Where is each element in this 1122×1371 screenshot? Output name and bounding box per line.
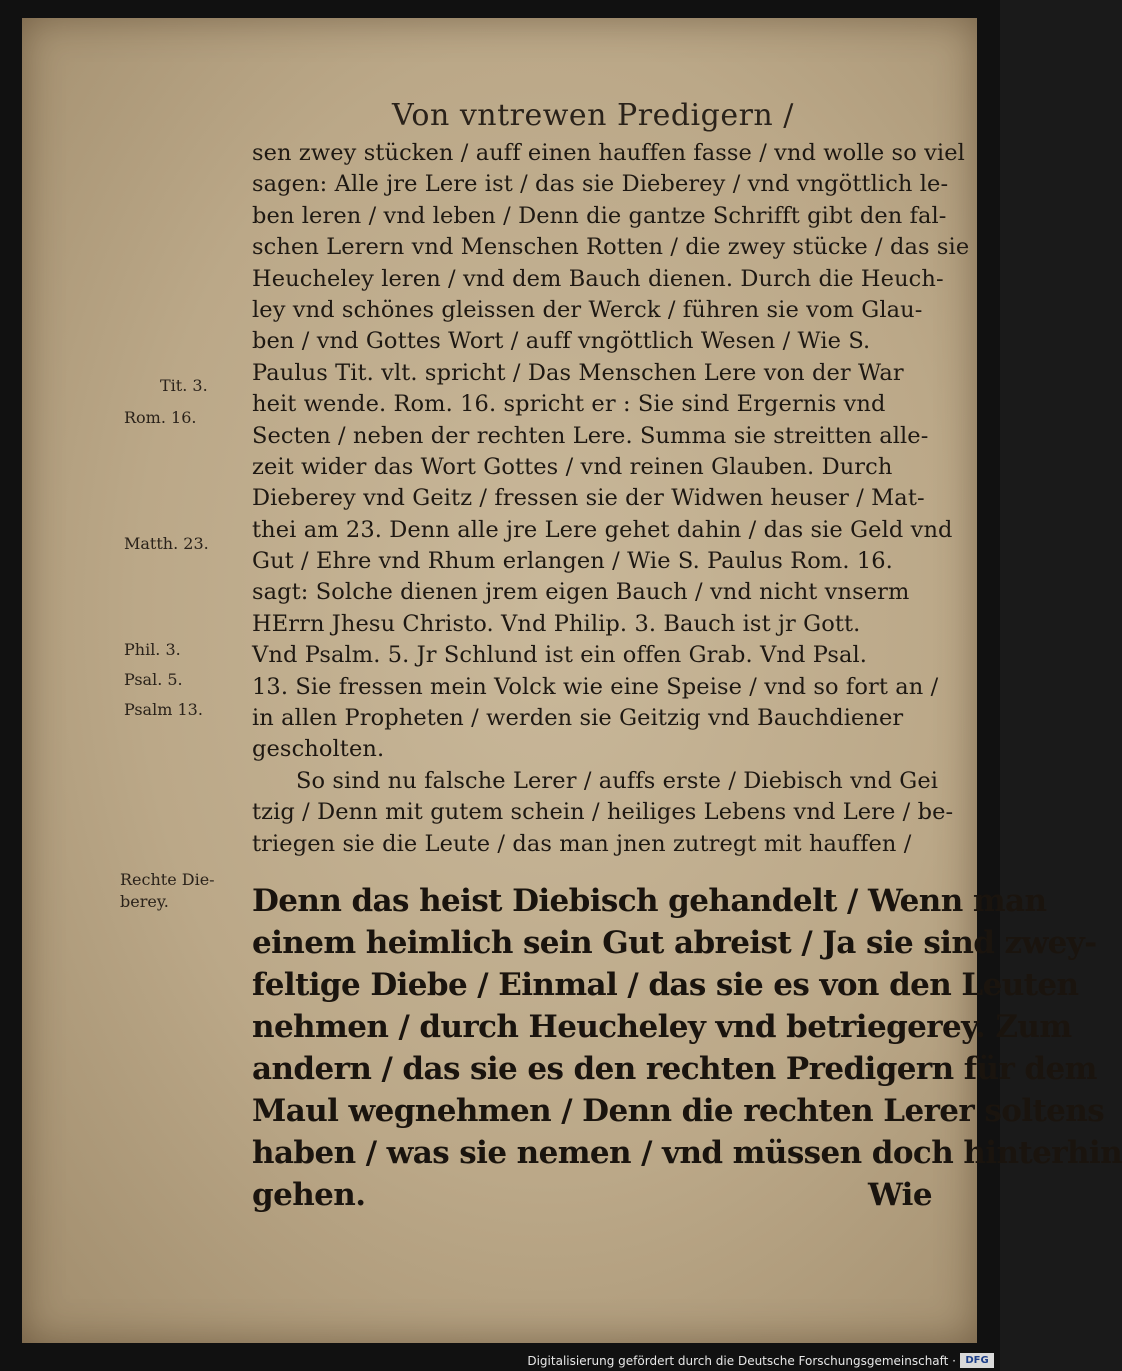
text-line: 13. Sie fressen mein Volck wie eine Speise / vnd so fort an / xyxy=(252,673,939,700)
catchword: Wie xyxy=(868,1177,932,1213)
last-line: gehen. xyxy=(252,1177,366,1213)
text-line-large: haben / was sie nemen / vnd müssen doch hinterhin xyxy=(252,1135,1122,1171)
text-line: heit wende. Rom. 16. spricht er : Sie sind Ergernis vnd xyxy=(252,391,886,418)
margin-note: Phil. 3. xyxy=(124,640,181,659)
text-line: So sind nu falsche Lerer / auffs erste / Diebisch vnd Gei xyxy=(296,767,939,794)
text-line-large: einem heimlich sein Gut abreist / Ja sie sind zwey- xyxy=(252,925,1097,961)
text-line: Paulus Tit. vlt. spricht / Das Menschen Lere von der War xyxy=(252,359,904,386)
text-line-large: andern / das sie es den rechten Predigern für dem xyxy=(252,1051,1097,1087)
text-line: Secten / neben der rechten Lere. Summa sie streitten alle- xyxy=(252,422,929,449)
text-line: ben / vnd Gottes Wort / auff vngöttlich Wesen / Wie S. xyxy=(252,328,871,355)
text-line: sagen: Alle jre Lere ist / das sie Dieberey / vnd vngöttlich le- xyxy=(252,171,949,198)
running-title: Von vntrewen Predigern / xyxy=(392,98,794,133)
footer-bar xyxy=(0,1352,1000,1371)
margin-note: Tit. 3. xyxy=(160,376,208,395)
text-line: Gut / Ehre vnd Rhum erlangen / Wie S. Paulus Rom. 16. xyxy=(252,548,893,575)
text-line: ley vnd schönes gleissen der Werck / führen sie vom Glau- xyxy=(252,296,923,323)
text-line: HErrn Jhesu Christo. Vnd Philip. 3. Bauch ist jr Gott. xyxy=(252,610,861,637)
text-line: schen Lerern vnd Menschen Rotten / die zwey stücke / das sie xyxy=(252,234,970,261)
text-line: ben leren / vnd leben / Denn die gantze Schrifft gibt den fal- xyxy=(252,202,947,229)
dfg-logo-icon: DFG xyxy=(960,1353,994,1368)
text-line: gescholten. xyxy=(252,736,385,763)
margin-note: Rom. 16. xyxy=(124,408,197,427)
text-line-large: feltige Diebe / Einmal / das sie es von den Leuten xyxy=(252,967,1079,1003)
margin-note: Psal. 5. xyxy=(124,670,183,689)
text-line: sen zwey stücken / auff einen hauffen fasse / vnd wolle so viel xyxy=(252,140,965,166)
body-text-large xyxy=(252,880,1122,1216)
text-line: in allen Propheten / werden sie Geitzig vnd Bauchdiener xyxy=(252,705,904,732)
text-line-large: Maul wegnehmen / Denn die rechten Lerer soltens xyxy=(252,1093,1105,1129)
text-line: Heucheley leren / vnd dem Bauch dienen. Durch die Heuch- xyxy=(252,265,944,292)
text-line: triegen sie die Leute / das man jnen zutregt mit hauffen / xyxy=(252,830,912,857)
margin-note: Psalm 13. xyxy=(124,700,203,719)
text-line-large xyxy=(252,1174,942,1216)
body-text xyxy=(252,138,970,860)
text-line-large: Denn das heist Diebisch gehandelt / Wenn man xyxy=(252,883,1047,919)
text-line-large: nehmen / durch Heucheley vnd betriegerey. Zum xyxy=(252,1009,1072,1045)
margin-note: berey. xyxy=(120,892,169,911)
text-line: Vnd Psalm. 5. Jr Schlund ist ein offen Grab. Vnd Psal. xyxy=(252,642,868,669)
text-line: sagt: Solche dienen jrem eigen Bauch / vnd nicht vnserm xyxy=(252,579,910,606)
text-line: Dieberey vnd Geitz / fressen sie der Widwen heuser / Mat- xyxy=(252,485,925,512)
text-line: thei am 23. Denn alle jre Lere gehet dahin / das sie Geld vnd xyxy=(252,516,953,543)
margin-note: Rechte Die- xyxy=(120,870,215,889)
digitization-credit: Digitalisierung gefördert durch die Deutsche Forschungsgemeinschaft · xyxy=(527,1354,956,1368)
margin-note: Matth. 23. xyxy=(124,534,209,553)
text-line: tzig / Denn mit gutem schein / heiliges Lebens vnd Lere / be- xyxy=(252,799,954,826)
text-line: zeit wider das Wort Gottes / vnd reinen Glauben. Durch xyxy=(252,453,893,480)
